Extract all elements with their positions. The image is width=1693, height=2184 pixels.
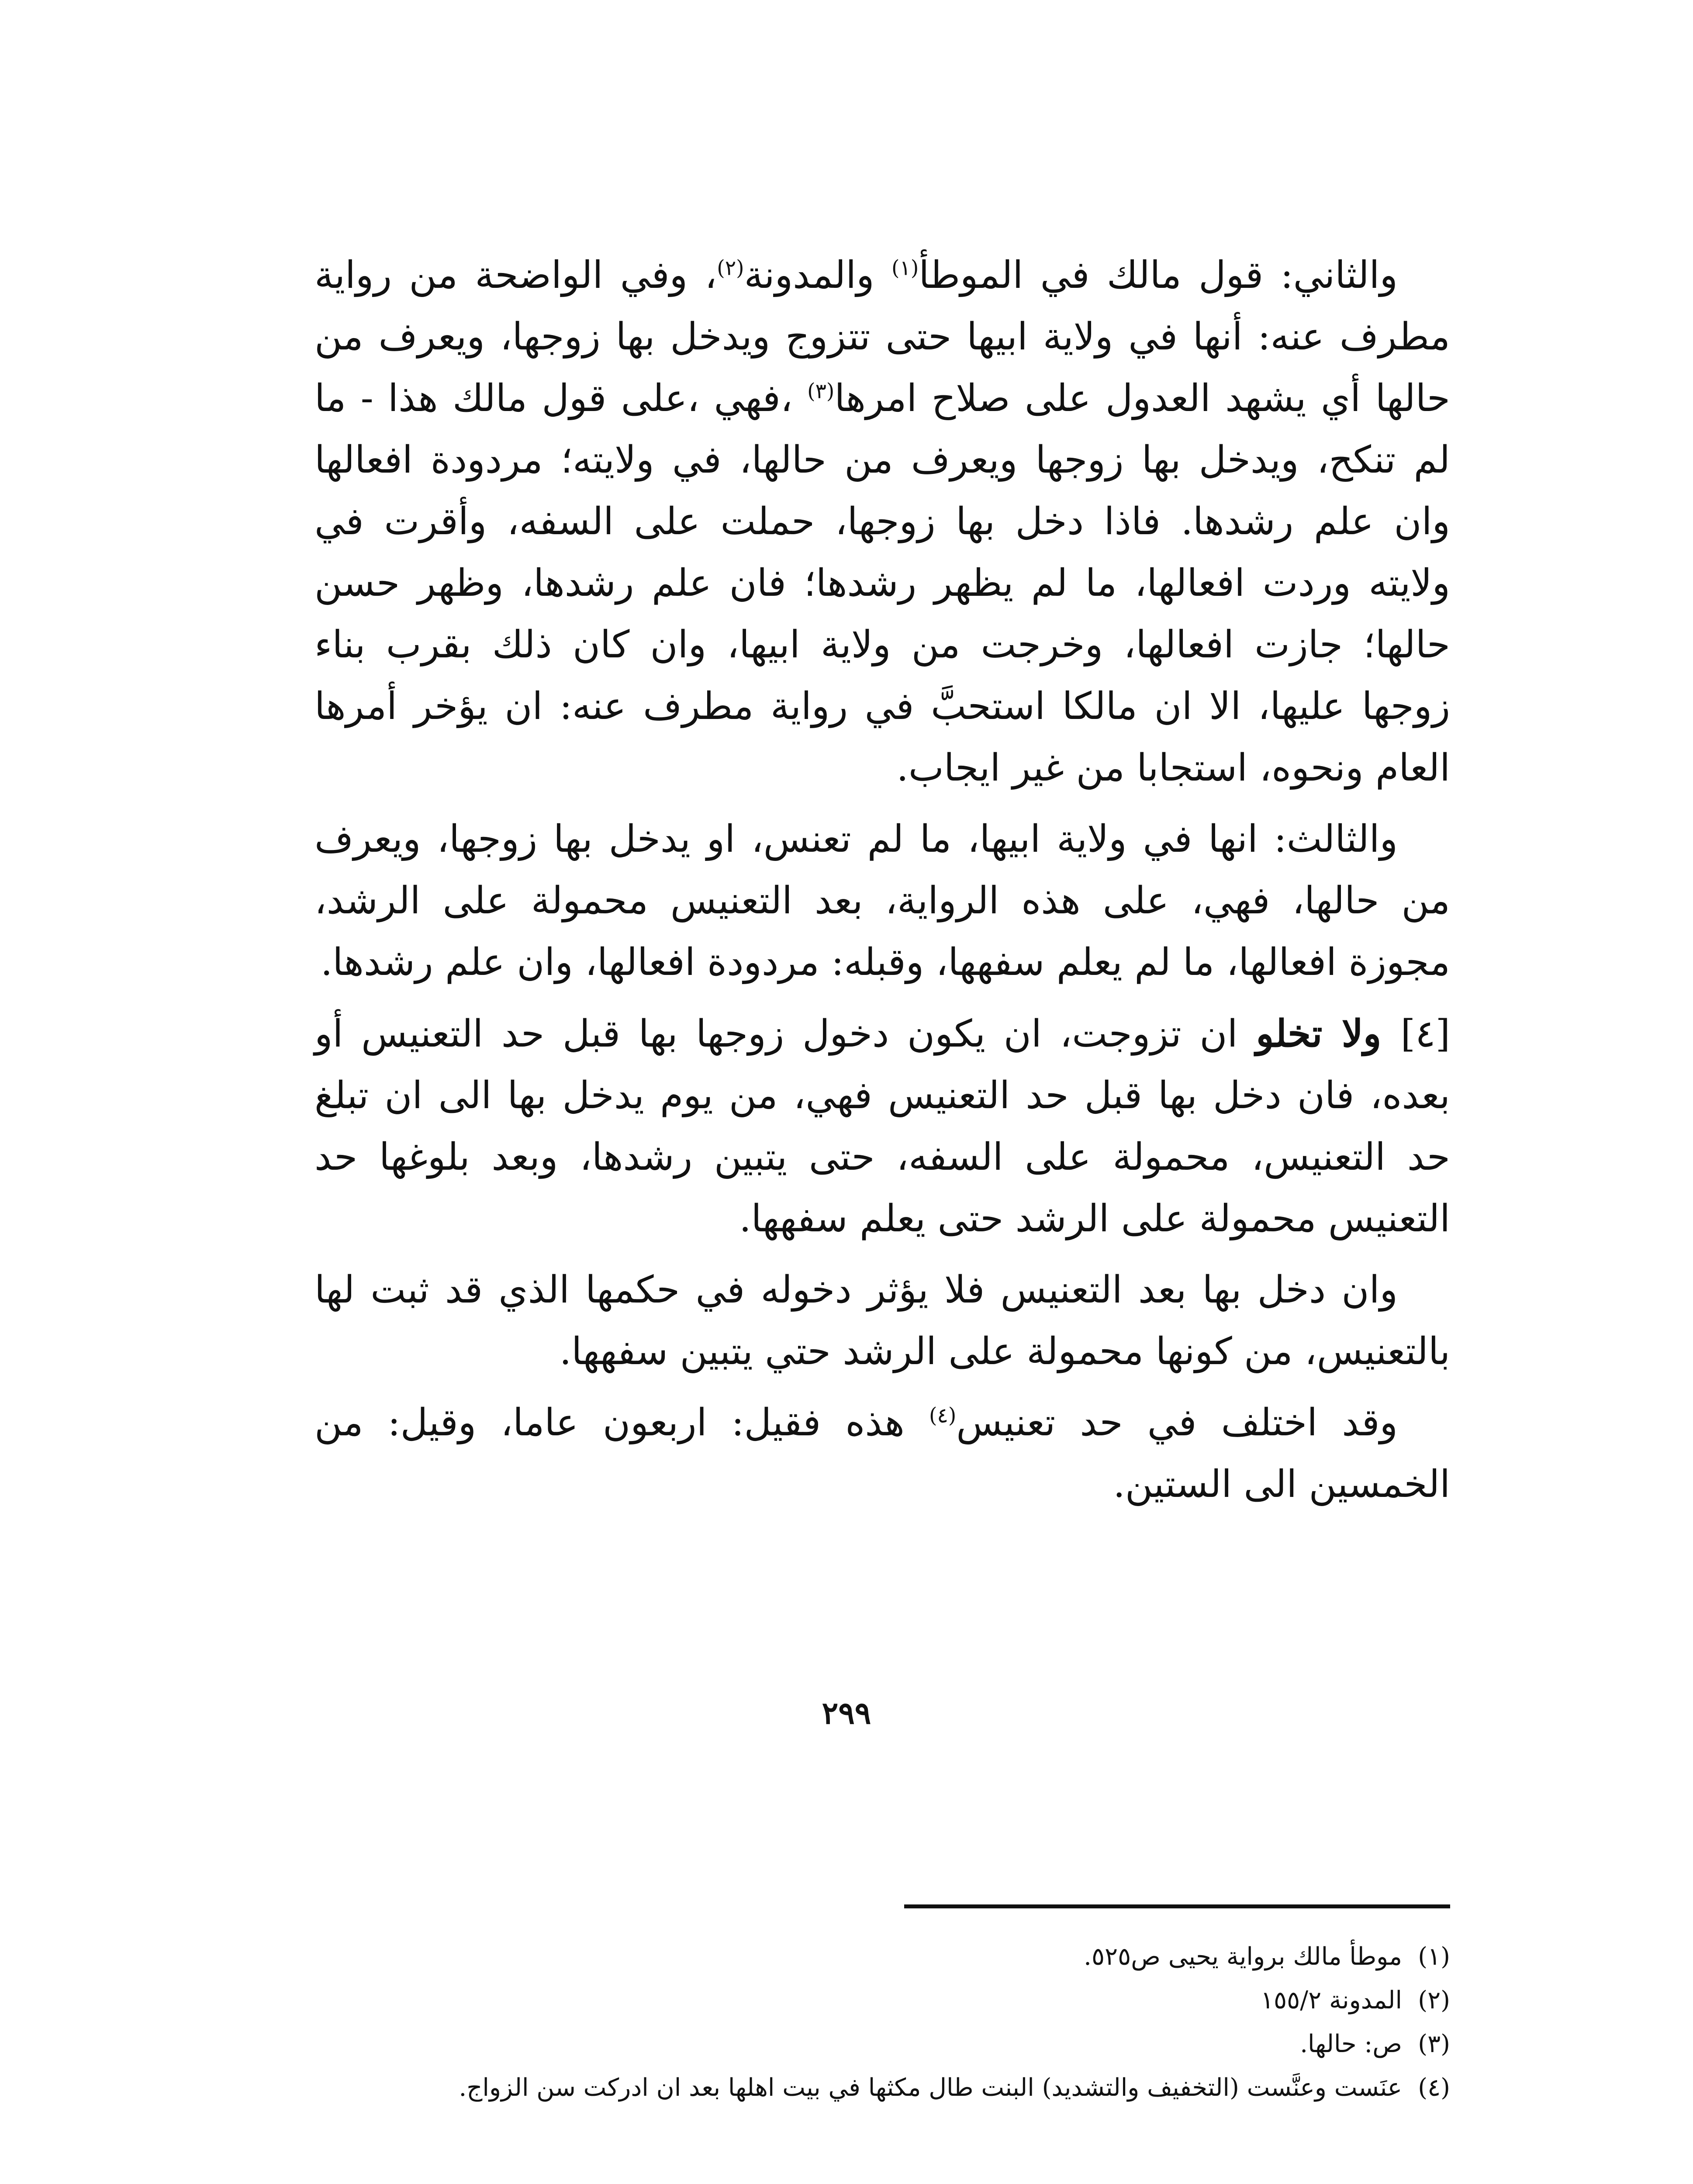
footnote-text: ص: حالها. — [1300, 2030, 1402, 2058]
footnote-number: (٣) — [1418, 2030, 1450, 2058]
paragraph-5-end: هذه فقيل: اربعون عاما، وقيل: من الخمسين الى الستين. — [314, 1401, 1450, 1506]
footnote-4 — [314, 2066, 1450, 2110]
footnote-number: (٤) — [1418, 2073, 1450, 2102]
section-number: [٤] — [1400, 1012, 1450, 1056]
footnote-text: عنَست وعنَّست (التخفيف والتشديد) البنت طال مكثها في بيت اهلها بعد ان ادركت سن الزواج. — [459, 2073, 1402, 2102]
paragraph-2-text: والثالث: انها في ولاية ابيها، ما لم تعنس، او يدخل بها زوجها، ويعرف من حالها، فهي، على هذه الرواية، بعد التعنيس محمولة على الرشد، مجوزة افعالها، ما لم يعلم سفهها، وقبله: مردودة افعالها، وان علم رشدها. — [314, 817, 1450, 984]
paragraph-1-start: والثاني: قول مالك في الموطأ — [919, 253, 1398, 297]
paragraph-1-mid: والمدونة — [744, 253, 892, 297]
footnote-1 — [314, 1935, 1450, 1979]
paragraph-4 — [314, 1259, 1450, 1382]
footnote-3 — [314, 2022, 1450, 2066]
footnote-ref-1: (١) — [891, 256, 919, 280]
paragraph-1 — [314, 245, 1450, 799]
paragraph-3-bold: ولا تخلو — [1256, 1012, 1401, 1056]
footnote-2 — [314, 1979, 1450, 2022]
main-text — [314, 245, 1450, 1525]
footnote-number: (٢) — [1418, 1986, 1450, 2015]
paragraph-3 — [314, 1003, 1450, 1250]
footnotes — [314, 1935, 1450, 2110]
footnote-ref-3: (٣) — [807, 379, 835, 404]
paragraph-3-text: ان تزوجت، ان يكون دخول زوجها بها قبل حد التعنيس أو بعده، فان دخل بها قبل حد التعنيس فهي، من يوم يدخل بها الى ان تبلغ حد التعنيس، محمولة على السفه، حتى يتبين رشدها، وبعد بلوغها حد التعنيس محمولة على الرشد حتى يعلم سفهها. — [314, 1012, 1450, 1241]
paragraph-5-start: وقد اختلف في حد تعنيس — [956, 1401, 1398, 1444]
paragraph-4-text: وان دخل بها بعد التعنيس فلا يؤثر دخوله في حكمها الذي قد ثبت لها بالتعنيس، من كونها محمولة على الرشد حتي يتبين سفهها. — [314, 1268, 1450, 1373]
footnote-ref-2: (٢) — [717, 256, 744, 280]
paragraph-1-rest: ، وفي الواضحة من رواية مطرف عنه: أنها في ولاية ابيها حتى تتزوج ويدخل بها زوجها، ويعرف من حالها أي يشهد العدول على صلاح امرها — [314, 253, 1450, 420]
paragraph-1-tail: ،فهي ،على قول مالك هذا - ما لم تنكح، ويدخل بها زوجها ويعرف من حالها، في ولايته؛ مردودة افعالها وان علم رشدها. فاذا دخل بها زوجها، حملت على السفه، وأقرت في ولايته وردت افعالها، ما لم يظهر رشدها؛ فان علم رشدها، وظهر حسن حالها؛ جازت افعالها، وخرجت من ولاية ابيها، وان كان ذلك بقرب بناء زوجها عليها، الا ان مالكا استحبَّ في رواية مطرف عنه: ان يؤخر أمرها العام ونحوه، استجابا من غير ايجاب. — [314, 377, 1450, 790]
footnote-separator — [904, 1904, 1450, 1908]
paragraph-2 — [314, 809, 1450, 993]
page-number: ٢٩٩ — [822, 1695, 871, 1731]
footnote-text: المدونة ١٥٥/٢ — [1260, 1986, 1402, 2015]
paragraph-5 — [314, 1392, 1450, 1515]
footnote-ref-4: (٤) — [929, 1403, 957, 1428]
footnote-text: موطأ مالك برواية يحيى ص٥٢٥. — [1084, 1942, 1402, 1971]
footnote-number: (١) — [1418, 1942, 1450, 1971]
